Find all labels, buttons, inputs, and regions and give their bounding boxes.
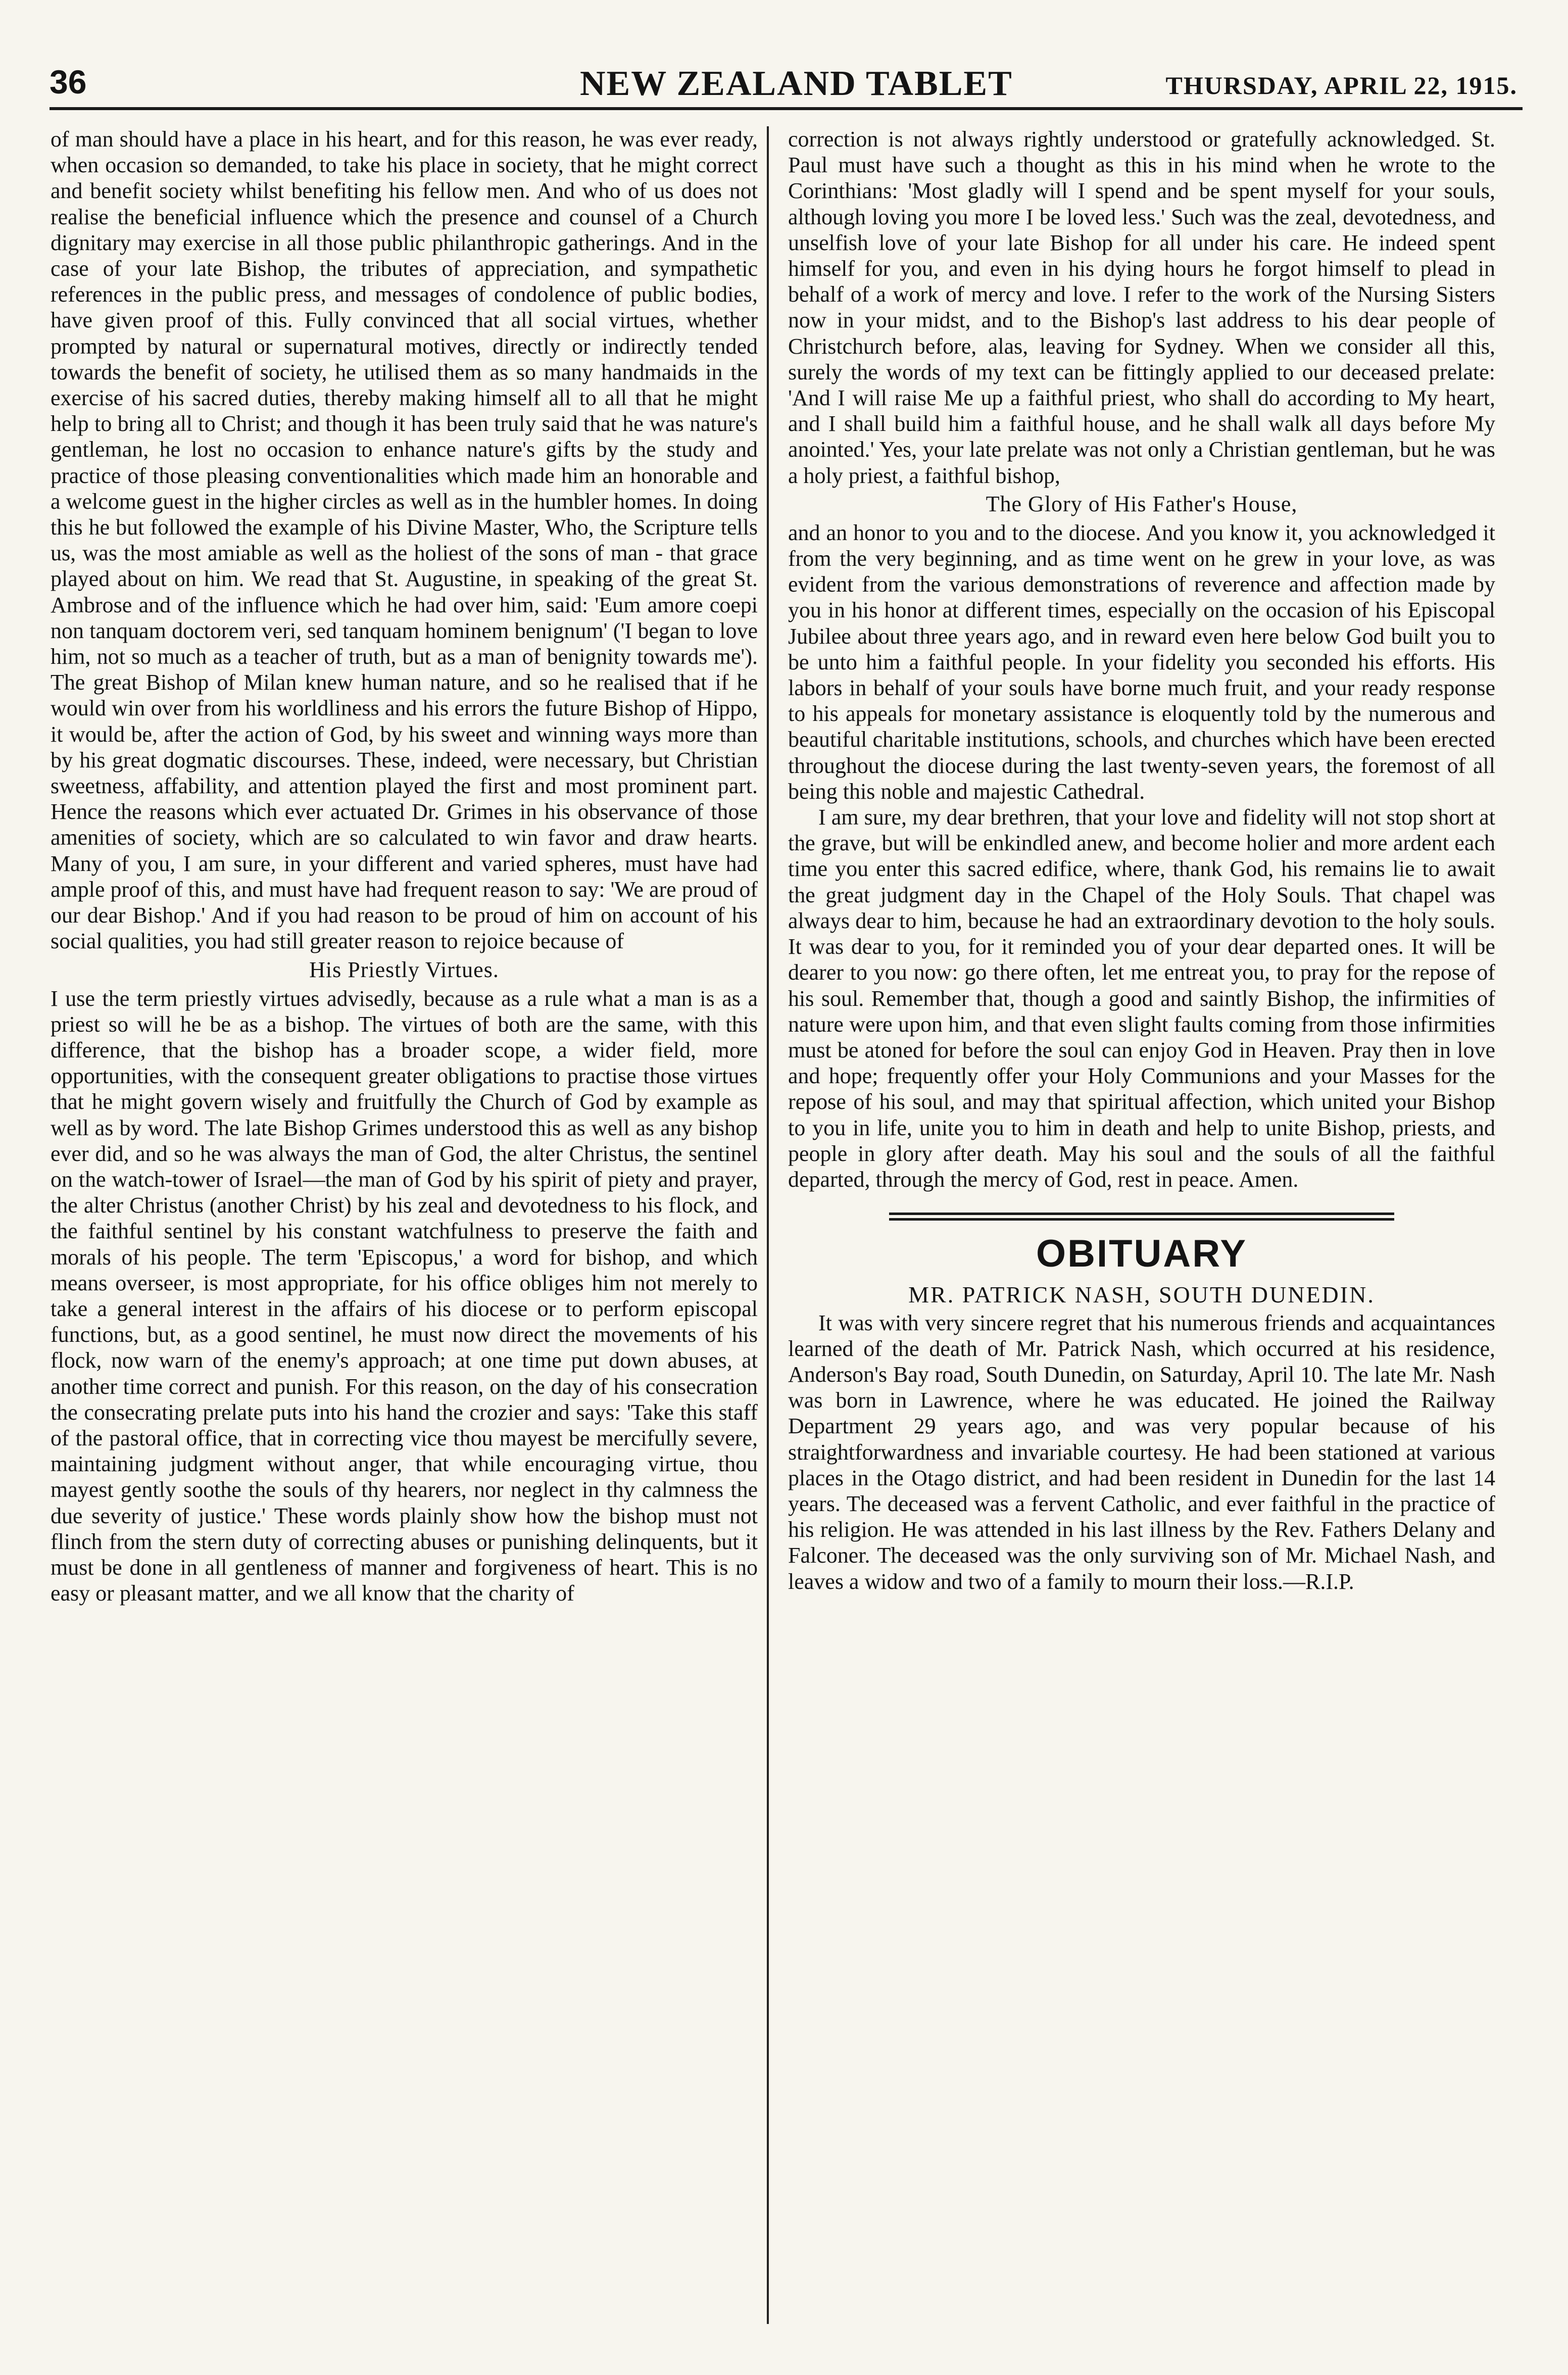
column-divider (767, 126, 769, 2324)
right-paragraph-3: I am sure, my dear brethren, that your love and fidelity will not stop short at the grave, but will be enkindled anew, and become holier and more ardent each time you enter this sacred edifice, where, thank God, his remains lie to await the great judgment day in the Chapel of the Holy Souls. That chapel was always dear to him, because he had an extraordinary devotion to the holy souls. It was dear to you, for it reminded you of your dear departed ones. It will be dearer to you now: go there often, let me entreat you, to pray for the repose of his soul. Remember that, though a good and saintly Bishop, the infirmities of nature were upon him, and that even slight faults coming from those infirmities must be atoned for before the soul can enjoy God in Heaven. Pray then in love and hope; frequently offer your Holy Communions and your Masses for the repose of his soul, and may that spiritual affection, which united your Bishop to you in life, unite you to him in death and help to unite Bishop, priests, and people in glory after death. May his soul and the souls of all the faithful departed, through the mercy of God, rest in peace. Amen. (788, 805, 1495, 1192)
section-separator (889, 1213, 1394, 1221)
issue-date: THURSDAY, APRIL 22, 1915. (1165, 71, 1517, 100)
obituary-text: It was with very sincere regret that his numerous friends and acquaintances learned of the death of Mr. Patrick Nash, which occurred at his residence, Anderson's Bay road, South Dunedin, on Saturday, April 10. The late Mr. Nash was born in Lawrence, where he was educated. He joined the Railway Department 29 years ago, and was very popular because of his straightforwardness and invariable courtesy. He had been stationed at various places in the Otago district, and had been resident in Dunedin for the last 14 years. The deceased was a fervent Catholic, and ever faithful in the practice of his religion. He was attended in his last illness by the Rev. Fathers Delany and Falconer. The deceased was the only surviving son of Mr. Michael Nash, and leaves a widow and two of a family to mourn their loss.—R.I.P. (788, 1310, 1495, 1594)
right-paragraph-2: and an honor to you and to the diocese. And you know it, you acknowledged it from the very beginning, and as time went on he grew in your love, as was evident from the various demonstrations of reverence and affection made by you in his honor at different times, especially on the occasion of his Episcopal Jubilee about three years ago, and in reward even here below God built you to be unto him a faithful people. In your fidelity you seconded his efforts. His labors in behalf of your souls have borne much fruit, and your ready response to his appeals for monetary assistance is eloquently told by the numerous and beautiful charitable institutions, schools, and churches which have been erected throughout the diocese during the last twenty-seven years, the foremost of all being this noble and majestic Cathedral. (788, 520, 1495, 804)
obituary-heading: OBITUARY (1036, 1232, 1248, 1276)
right-column (788, 126, 1495, 2334)
left-paragraph-2: I use the term priestly virtues advisedly, because as a rule what a man is as a priest so will he be as a bishop. The virtues of both are the same, with this difference, that the bishop has a broader scope, a wider field, more opportunities, with the consequent greater obligations to practise those virtues that he might govern wisely and fruitfully the Church of God by example as well as by word. The late Bishop Grimes understood this as well as any bishop ever did, and so he was always the man of God, the alter Christus, the sentinel on the watch-tower of Israel—the man of God by his spirit of piety and prayer, the alter Christus (another Christ) by his zeal and devotedness to his flock, and the faithful sentinel by his constant watchfulness to preserve the faith and morals of his people. The term 'Episcopus,' a word for bishop, and which means overseer, is most appropriate, for his office obliges him not merely to take a general interest in the affairs of his diocese or to perform episcopal functions, but, as a good sentinel, he must now direct the movements of his flock, now warn of the enemy's approach; at one time put down abuses, at another time correct and punish. For this reason, on the day of his consecration the consecrating prelate puts into his hand the crozier and says: 'Take this staff of the pastoral office, that in correcting vice thou mayest be mercifully severe, maintaining judgment without anger, that while encouraging virtue, thou mayest gently soothe the souls of thy hearers, nor neglect in thy calmness the due severity of justice.' These words plainly show how the bishop must not flinch from the stern duty of correcting abuses or punishing delinquents, but it must be done in all gentleness of manner and forgiveness of heart. This is no easy or pleasant matter, and we all know that the charity of (51, 986, 758, 1606)
obituary-subhead: MR. PATRICK NASH, SOUTH DUNEDIN. (908, 1282, 1375, 1308)
page-number: 36 (50, 63, 87, 101)
paper-title: NEW ZEALAND TABLET (580, 64, 1013, 103)
left-paragraph-1: of man should have a place in his heart, and for this reason, he was ever ready, when occasion so demanded, to take his place in society, that he might correct and benefit society whilst benefiting his fellow men. And who of us does not realise the beneficial influence which the presence and counsel of a Church dignitary may exercise in all those public philanthropic gatherings. And in the case of your late Bishop, the tributes of appreciation, and sympathetic references in the public press, and messages of condolence of public bodies, have given proof of this. Fully convinced that all social virtues, whether prompted by natural or supernatural motives, directly or indirectly tended towards the benefit of society, he utilised them as so many handmaids in the exercise of his sacred duties, thereby making himself all to all that he might help to bring all to Christ; and though it has been truly said that he was nature's gentleman, he lost no occasion to enhance nature's gifts by the study and practice of those pleasing conventionalities which made him an honorable and a welcome guest in the higher circles as well as in the humbler homes. In doing this he but followed the example of his Divine Master, Who, the Scripture tells us, was the most amiable as well as the holiest of the sons of man - that grace played about on him. We read that St. Augustine, in speaking of the great St. Ambrose and of the influence which he had over him, said: 'Eum amore coepi non tanquam doctorem veri, sed tanquam hominem benignum' ('I began to love him, not so much as a teacher of truth, but as a man of benignity towards me'). The great Bishop of Milan knew human nature, and so he realised that if he would win over from his worldliness and his errors the future Bishop of Hippo, it would be, after the action of God, by his sweet and winning ways more than by his great dogmatic discourses. These, indeed, were necessary, but Christian sweetness, affability, and attention played the first and most prominent part. Hence the reasons which ever actuated Dr. Grimes in his observance of those amenities of society, which are so calculated to win favor and draw hearts. Many of you, I am sure, in your different and varied spheres, must have had ample proof of this, and must have had frequent reason to say: 'We are proud of our dear Bishop.' And if you had reason to be proud of him on account of his social qualities, you had still greater reason to rejoice because of (51, 127, 758, 954)
masthead (50, 61, 1523, 110)
left-column (51, 126, 758, 2334)
subhead-priestly-virtues: His Priestly Virtues. (309, 957, 499, 982)
right-paragraph-1: correction is not always rightly understood or gratefully acknowledged. St. Paul must have such a thought as this in his mind when he wrote to the Corinthians: 'Most gladly will I spend and be spent myself for your souls, although loving you more I be loved less.' Such was the zeal, devotedness, and unselfish love of your late Bishop for all under his care. He indeed spent himself for you, and even in his dying hours he forgot himself to plead in behalf of a work of mercy and love. I refer to the work of the Nursing Sisters now in your midst, and to the Bishop's last address to his dear people of Christchurch before, alas, leaving for Sydney. When we consider all this, surely the words of my text can be fittingly applied to our deceased prelate: 'And I will raise Me up a faithful priest, who shall do according to My heart, and I shall build him a faithful house, and he shall walk all days before My anointed.' Yes, your late prelate was not only a Christian gentleman, but he was a holy priest, a faithful bishop, (788, 127, 1495, 488)
subhead-glory-fathers-house: The Glory of His Father's House, (986, 491, 1298, 516)
